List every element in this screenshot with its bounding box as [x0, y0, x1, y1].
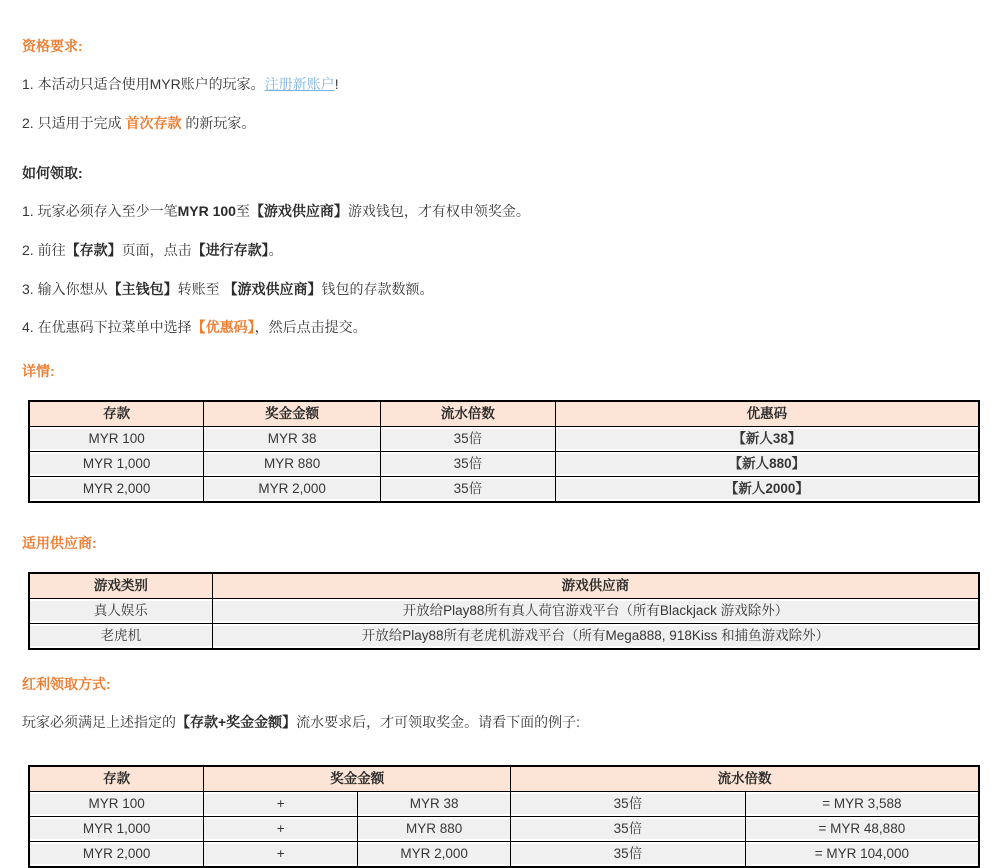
- claim-step-2-mid: 页面，点击: [121, 241, 192, 258]
- cell-plus-sign: +: [204, 842, 358, 868]
- cell-deposit: MYR 1,000: [29, 452, 204, 477]
- cell-deposit: MYR 1,000: [29, 817, 204, 842]
- providers-table-header-row: [29, 573, 979, 599]
- claim-step-2-bold-deposit: 【存款】: [65, 241, 122, 258]
- cell-bonus: MYR 880: [358, 817, 511, 842]
- table-row: [29, 792, 979, 817]
- claim-step-1-bold-provider: 【游戏供应商】: [249, 202, 348, 219]
- cell-game-type: 真人娱乐: [29, 599, 212, 624]
- table-row: [29, 817, 979, 842]
- cell-multiplier: 35倍: [511, 842, 746, 868]
- details-col-promo-code: 优惠码: [555, 401, 979, 427]
- cell-total: = MYR 48,880: [745, 817, 979, 842]
- eligibility-item-2: [22, 114, 980, 133]
- claim-step-2-bold-make-deposit: 【进行存款】: [191, 241, 269, 258]
- claim-step-4: [22, 318, 980, 337]
- first-deposit-highlight: 首次存款: [125, 114, 182, 131]
- details-col-deposit: 存款: [29, 401, 204, 427]
- claim-step-3-end: 钱包的存款数额。: [321, 280, 434, 297]
- claim-step-3-mid: 转账至: [177, 280, 224, 297]
- details-col-turnover: 流水倍数: [380, 401, 555, 427]
- cell-game-type: 老虎机: [29, 624, 212, 650]
- section-bonus-claim: [22, 674, 980, 868]
- cell-multiplier: 35倍: [511, 817, 746, 842]
- providers-col-game-type: 游戏类别: [29, 573, 212, 599]
- claim-step-2-end: 。: [268, 241, 283, 258]
- eligibility-item-2-before: 2. 只适用于完成: [22, 114, 126, 131]
- cell-bonus: MYR 880: [204, 452, 381, 477]
- cell-total: = MYR 3,588: [745, 792, 979, 817]
- claim-step-1-end: 游戏钱包，才有权申领奖金。: [347, 202, 530, 219]
- bonus-claim-intro: [22, 713, 980, 732]
- details-table-header-row: [29, 401, 979, 427]
- claim-step-1-text: 1. 玩家必须存入至少一笔: [22, 202, 178, 219]
- claim-step-4-text: 4. 在优惠码下拉菜单中选择: [22, 319, 192, 336]
- eligibility-item-2-after: 的新玩家。: [181, 114, 256, 131]
- cell-turnover: 35倍: [380, 427, 555, 452]
- claim-step-1: [22, 202, 980, 221]
- claim-step-3-text: 3. 输入你想从: [22, 280, 108, 297]
- cell-promo-code: 【新人2000】: [555, 477, 979, 503]
- claim-step-3-bold-main-wallet: 【主钱包】: [107, 280, 178, 297]
- claim-step-2-text: 2. 前往: [22, 241, 66, 258]
- table-row: [29, 427, 979, 452]
- cell-turnover: 35倍: [380, 477, 555, 503]
- cell-deposit: MYR 100: [29, 427, 204, 452]
- claim-step-3: [22, 280, 980, 299]
- cell-provider: 开放给Play88所有老虎机游戏平台（所有Mega888, 918Kiss 和捕鱼游戏除外）: [212, 624, 979, 650]
- eligibility-item-1-text: 1. 本活动只适合使用MYR账户的玩家。: [22, 76, 265, 92]
- section-providers: [22, 533, 980, 650]
- table-row: [29, 477, 979, 503]
- table-row: [29, 842, 979, 868]
- bonus-claim-heading: 红利领取方式:: [22, 676, 111, 693]
- bonus-example-header-row: [29, 766, 979, 792]
- providers-col-provider: 游戏供应商: [212, 573, 979, 599]
- claim-step-1-mid: 至: [235, 202, 250, 219]
- register-account-link[interactable]: 注册新账户: [264, 76, 335, 92]
- bonus-example-table: [28, 765, 980, 868]
- table-row: [29, 452, 979, 477]
- bonus-col-turnover: 流水倍数: [511, 766, 979, 792]
- cell-deposit: MYR 100: [29, 792, 204, 817]
- cell-deposit: MYR 2,000: [29, 477, 204, 503]
- bonus-claim-intro-text: 玩家必须满足上述指定的: [22, 714, 176, 731]
- eligibility-item-1: [22, 75, 980, 94]
- claim-step-1-bold-amount: MYR 100: [177, 202, 236, 219]
- details-heading: 详情:: [22, 363, 55, 380]
- cell-bonus: MYR 2,000: [358, 842, 511, 868]
- eligibility-item-1-after: !: [334, 76, 339, 92]
- cell-turnover: 35倍: [380, 452, 555, 477]
- cell-deposit: MYR 2,000: [29, 842, 204, 868]
- cell-plus-sign: +: [204, 792, 358, 817]
- details-col-bonus: 奖金金额: [204, 401, 381, 427]
- claim-step-3-bold-provider: 【游戏供应商】: [223, 280, 322, 297]
- bonus-col-bonus: 奖金金额: [204, 766, 511, 792]
- providers-table: [28, 572, 980, 650]
- section-eligibility: [22, 36, 980, 133]
- cell-bonus: MYR 38: [358, 792, 511, 817]
- claim-step-4-end: ，然后点击提交。: [254, 319, 367, 336]
- bonus-claim-intro-bold: 【存款+奖金金额】: [176, 714, 297, 731]
- cell-multiplier: 35倍: [511, 792, 746, 817]
- cell-promo-code: 【新人38】: [555, 427, 979, 452]
- cell-bonus: MYR 38: [204, 427, 381, 452]
- eligibility-heading: 资格要求:: [22, 38, 83, 54]
- cell-total: = MYR 104,000: [745, 842, 979, 868]
- cell-promo-code: 【新人880】: [555, 452, 979, 477]
- cell-bonus: MYR 2,000: [204, 477, 381, 503]
- details-table: [28, 400, 980, 503]
- spacer: [22, 752, 980, 765]
- bonus-claim-intro-end: 流水要求后，才可领取奖金。请看下面的例子:: [296, 714, 581, 731]
- table-row: [29, 624, 979, 650]
- claim-step-2: [22, 241, 980, 260]
- table-row: [29, 599, 979, 624]
- section-details: [22, 361, 980, 503]
- cell-provider: 开放给Play88所有真人荷官游戏平台（所有Blackjack 游戏除外）: [212, 599, 979, 624]
- section-how-to-claim: [22, 163, 980, 338]
- how-to-claim-heading: 如何领取:: [22, 164, 83, 181]
- cell-plus-sign: +: [204, 817, 358, 842]
- bonus-col-deposit: 存款: [29, 766, 204, 792]
- providers-heading: 适用供应商:: [22, 535, 97, 552]
- claim-step-4-promo-code: 【优惠码】: [191, 319, 255, 336]
